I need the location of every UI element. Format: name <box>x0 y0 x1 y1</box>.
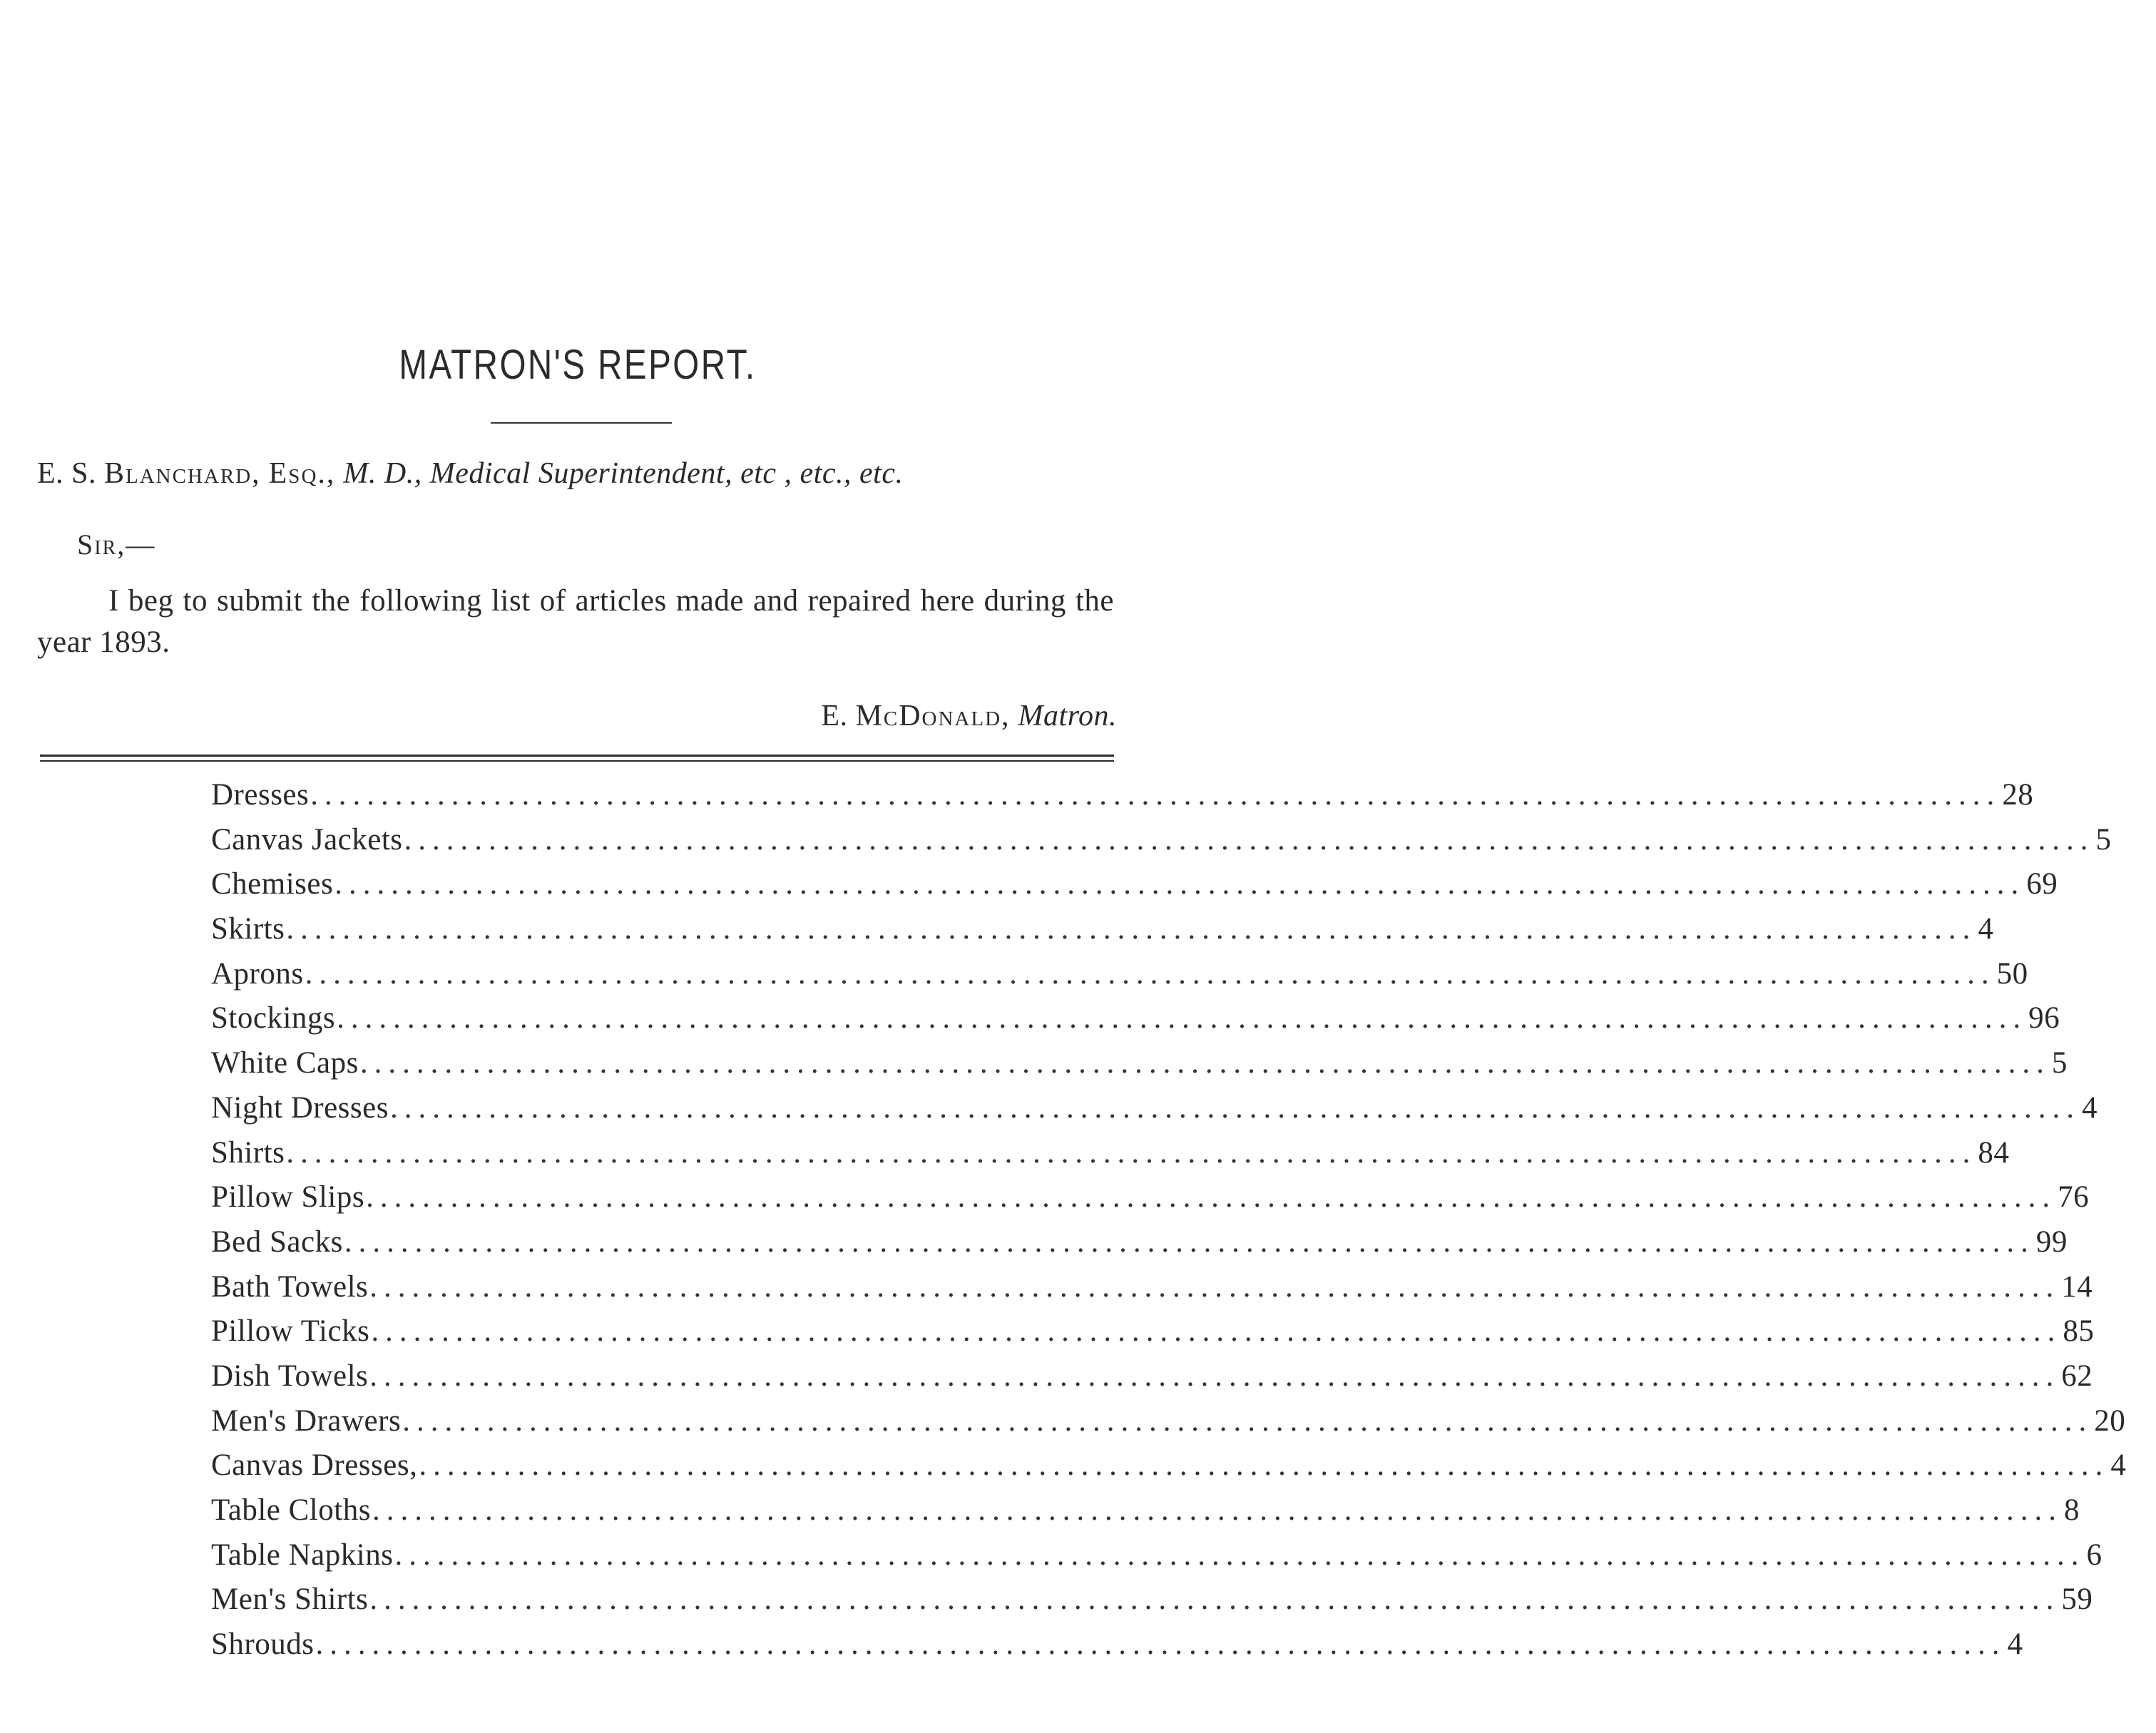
addressee-position: Medical Superintendent, etc , etc., etc. <box>429 457 904 490</box>
dot-leader: ........................................................................................................................ <box>366 1180 2057 1215</box>
item-label: Shrouds <box>211 1627 315 1662</box>
dot-leader: ........................................................................................................................ <box>286 1135 1977 1170</box>
body-paragraph: I beg to submit the following list of articles made and repaired here during the year 1893. <box>37 584 1114 659</box>
list-item <box>211 1582 2093 1627</box>
item-label: Men's Drawers <box>211 1404 402 1438</box>
addressee-surname: Blanchard, <box>104 457 261 490</box>
item-label: White Caps <box>211 1046 359 1080</box>
dot-leader: ........................................................................................................................ <box>369 1583 2060 1617</box>
dot-leader: ........................................................................................................................ <box>394 1538 2085 1572</box>
item-quantity: 85 <box>2063 1314 2095 1349</box>
dot-leader: ........................................................................................................................ <box>369 1359 2060 1393</box>
item-label: Men's Shirts <box>211 1583 369 1617</box>
item-label: Dresses <box>211 778 310 812</box>
item-quantity: 6 <box>2086 1538 2103 1572</box>
list-item <box>211 1493 2080 1538</box>
item-quantity: 96 <box>2028 1001 2060 1036</box>
list-item <box>211 1448 2127 1493</box>
dot-leader: ........................................................................................................................ <box>419 1448 2110 1483</box>
signature-role: Matron. <box>1018 700 1117 732</box>
title-underline <box>491 422 672 424</box>
list-item <box>211 1001 2060 1046</box>
dot-leader: ........................................................................................................................ <box>371 1314 2062 1349</box>
report-title: MATRON'S REPORT. <box>399 342 757 388</box>
list-item <box>211 911 1994 956</box>
addressee-initials: E. S. <box>37 457 97 490</box>
addressee-line <box>37 456 1114 491</box>
dot-leader: ........................................................................................................................ <box>315 1627 2006 1662</box>
item-quantity: 8 <box>2063 1493 2080 1527</box>
item-quantity: 28 <box>2002 778 2034 812</box>
item-quantity: 4 <box>2110 1448 2127 1483</box>
addressee-esq: Esq., <box>268 457 336 490</box>
item-quantity: 4 <box>1978 912 1994 946</box>
double-rule-divider <box>40 755 1114 762</box>
item-label: Table Napkins <box>211 1538 394 1572</box>
item-label: Table Cloths <box>211 1493 371 1527</box>
dot-leader: ........................................................................................................................ <box>402 1404 2093 1438</box>
item-label: Stockings <box>211 1001 336 1036</box>
dot-leader: ........................................................................................................................ <box>344 1225 2035 1259</box>
item-quantity: 62 <box>2061 1359 2093 1393</box>
dot-leader: ........................................................................................................................ <box>404 822 2095 857</box>
addressee-degree: M. D., <box>343 457 422 490</box>
item-label: Skirts <box>211 912 285 946</box>
salutation: Sir,— <box>77 528 156 561</box>
item-label: Canvas Jackets <box>211 822 403 857</box>
dot-leader: ........................................................................................................................ <box>310 778 2001 812</box>
list-item <box>211 1046 2068 1090</box>
item-quantity: 76 <box>2058 1180 2090 1215</box>
item-label: Bed Sacks <box>211 1225 343 1259</box>
item-label: Chemises <box>211 867 334 901</box>
list-item <box>211 1314 2095 1359</box>
item-label: Canvas Dresses, <box>211 1448 418 1483</box>
list-item <box>211 866 2058 911</box>
dot-leader: ........................................................................................................................ <box>334 867 2025 901</box>
item-quantity: 50 <box>1996 956 2028 991</box>
item-quantity: 69 <box>2026 867 2058 901</box>
list-item <box>211 1404 2126 1448</box>
dot-leader: ........................................................................................................................ <box>286 912 1977 946</box>
item-quantity: 14 <box>2061 1269 2093 1304</box>
item-label: Pillow Ticks <box>211 1314 370 1349</box>
signature-initial: E. <box>821 700 848 732</box>
dot-leader: ........................................................................................................................ <box>389 1090 2080 1125</box>
item-label: Pillow Slips <box>211 1180 365 1215</box>
item-quantity: 4 <box>2007 1627 2023 1662</box>
item-label: Aprons <box>211 956 304 991</box>
item-label: Dish Towels <box>211 1359 369 1393</box>
list-item <box>211 1627 2023 1672</box>
item-label: Night Dresses <box>211 1090 389 1125</box>
list-item <box>211 1538 2103 1583</box>
item-quantity: 84 <box>1978 1135 2010 1170</box>
item-quantity: 20 <box>2094 1404 2126 1438</box>
signature-line <box>821 699 1117 733</box>
item-label: Shirts <box>211 1135 285 1170</box>
dot-leader: ........................................................................................................................ <box>337 1001 2028 1036</box>
dot-leader: ........................................................................................................................ <box>359 1046 2050 1080</box>
item-quantity: 59 <box>2061 1583 2093 1617</box>
articles-list <box>211 777 2127 1672</box>
list-item <box>211 777 2034 822</box>
item-quantity: 99 <box>2035 1225 2068 1259</box>
list-item <box>211 822 2112 867</box>
item-quantity: 5 <box>2095 822 2112 857</box>
list-item <box>211 1359 2093 1404</box>
list-item <box>211 956 2028 1001</box>
list-item <box>211 1269 2093 1314</box>
signature-surname: McDonald, <box>855 700 1011 732</box>
list-item <box>211 1225 2068 1269</box>
item-quantity: 5 <box>2051 1046 2068 1080</box>
list-item <box>211 1135 2010 1180</box>
item-label: Bath Towels <box>211 1269 369 1304</box>
dot-leader: ........................................................................................................................ <box>369 1269 2060 1304</box>
dot-leader: ........................................................................................................................ <box>372 1493 2063 1527</box>
item-quantity: 4 <box>2081 1090 2098 1125</box>
dot-leader: ........................................................................................................................ <box>305 956 1996 991</box>
list-item <box>211 1090 2098 1135</box>
list-item <box>211 1180 2090 1225</box>
